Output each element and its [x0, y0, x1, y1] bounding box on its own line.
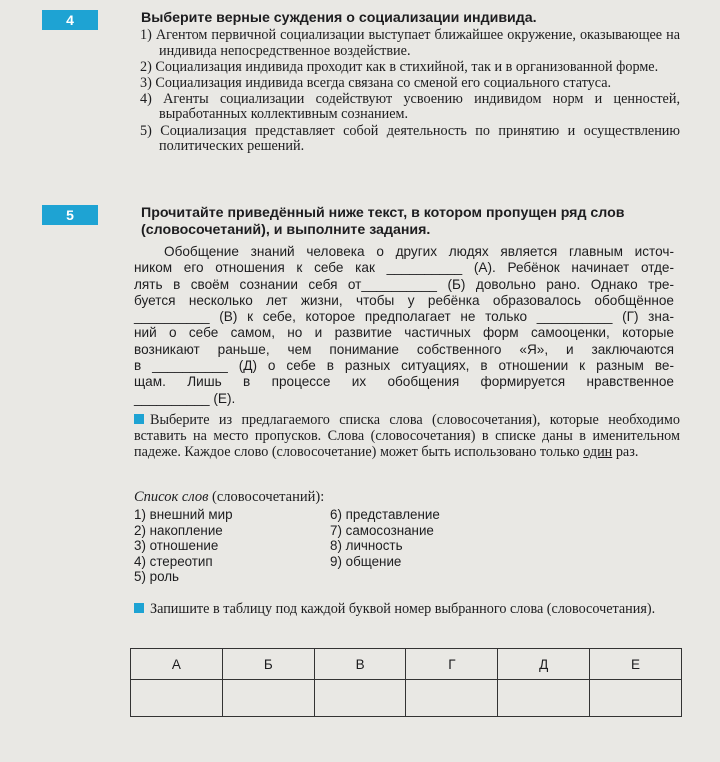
task-5-instruction-2: Запишите в таблицу под каждой буквой номер выбранного слова (словосочетания). [134, 601, 680, 617]
task-4-option-5: 5) Социализация представляет собой деятельность по принятию и осуществлению политических решений. [140, 122, 680, 155]
word-item: 5) роль [134, 569, 180, 585]
word-item: 4) стереотип [134, 553, 213, 569]
answer-header-b: Б [222, 649, 314, 680]
task-5-text [134, 244, 674, 407]
answer-cell-b[interactable] [222, 680, 314, 717]
word-list-title: Список слов (словосочетаний): [134, 489, 325, 505]
task-4-option-1: 1) Агентом первичной социализации выступает ближайшее окружение, оказывающее на индивида непосредственное воздействие. [140, 27, 680, 59]
answer-header-a: А [131, 649, 223, 680]
answer-header-e: Е [590, 649, 682, 680]
answer-cell-v[interactable] [314, 680, 406, 717]
underlined-word: один [583, 444, 613, 460]
answer-cell-d[interactable] [498, 680, 590, 717]
text-line: __________ (Е). [134, 390, 236, 406]
task-4-title: Выберите верные суждения о социализации индивида. [141, 10, 537, 26]
text-line: возникают раньше, чем понимание собственного «Я», и заключаются [134, 341, 674, 357]
word-item: 8) личность [330, 538, 403, 554]
task-5-number-badge: 5 [42, 205, 98, 225]
word-item: 2) накопление [134, 522, 223, 538]
word-item: 9) общение [330, 553, 402, 569]
blue-square-marker [134, 414, 144, 424]
text-line: лять в своём сознании себя от__________ (Б) довольно рано. Однако тре- [134, 276, 674, 292]
text-line: в __________ (Д) о себе в разных ситуациях, в отношении к разным ве- [134, 358, 674, 374]
task-4-option-3: 3) Социализация индивида всегда связана со сменой его социального статуса. [140, 74, 612, 91]
answer-header-v: В [314, 649, 406, 680]
text-line: буется несколько лет жизни, чтобы у ребёнка образовалось обобщённое [134, 292, 674, 308]
word-item: 6) представление [330, 507, 440, 522]
task-4-number-badge: 4 [42, 10, 98, 30]
task-4-option-4: 4) Агенты социализации содействуют усвоению индивидом норм и ценностей, выработанных коллективным сознанием. [140, 90, 680, 123]
text-line: Обобщение знаний человека о других людях является главным источ- [164, 244, 674, 259]
text-line: ником его отношения к себе как __________ (А). Ребёнок начинает отде- [134, 260, 674, 276]
text-line: щам. Лишь в процессе их обобщения формируется нравственное [134, 374, 674, 390]
task-4-options [140, 28, 680, 155]
answer-table-value-row [131, 680, 682, 717]
word-item: 1) внешний мир [134, 507, 233, 522]
answer-table-header-row [131, 649, 682, 680]
answer-cell-a[interactable] [131, 680, 223, 717]
task-4-option-2: 2) Социализация индивида проходит как в стихийной, так и в организованной форме. [140, 58, 659, 75]
answer-cell-e[interactable] [590, 680, 682, 717]
answer-table [130, 648, 682, 717]
task-5-title: Прочитайте приведённый ниже текст, в котором пропущен ряд слов (словосочетаний), и выполните задания. [141, 205, 625, 238]
word-list-column-2 [330, 507, 440, 569]
task-5-instruction-1: Выберите из предлагаемого списка слова (словосочетания), которые необходимо вставить на место пропусков. Слова (словосочетания) в списке даны в именительном падеже. Каждое слово (словосочетание) может быть использовано только один раз. [134, 412, 680, 460]
word-list-column-1 [134, 507, 233, 585]
answer-cell-g[interactable] [406, 680, 498, 717]
word-item: 7) самосознание [330, 522, 434, 538]
answer-header-d: Д [498, 649, 590, 680]
blue-square-marker [134, 603, 144, 613]
text-line: __________ (В) к себе, которое предполагает не только __________ (Г) зна- [134, 309, 674, 325]
word-item: 3) отношение [134, 538, 219, 554]
answer-header-g: Г [406, 649, 498, 680]
text-line: ний о себе самом, но и развитие частичных форм самооценки, которые [134, 325, 674, 341]
